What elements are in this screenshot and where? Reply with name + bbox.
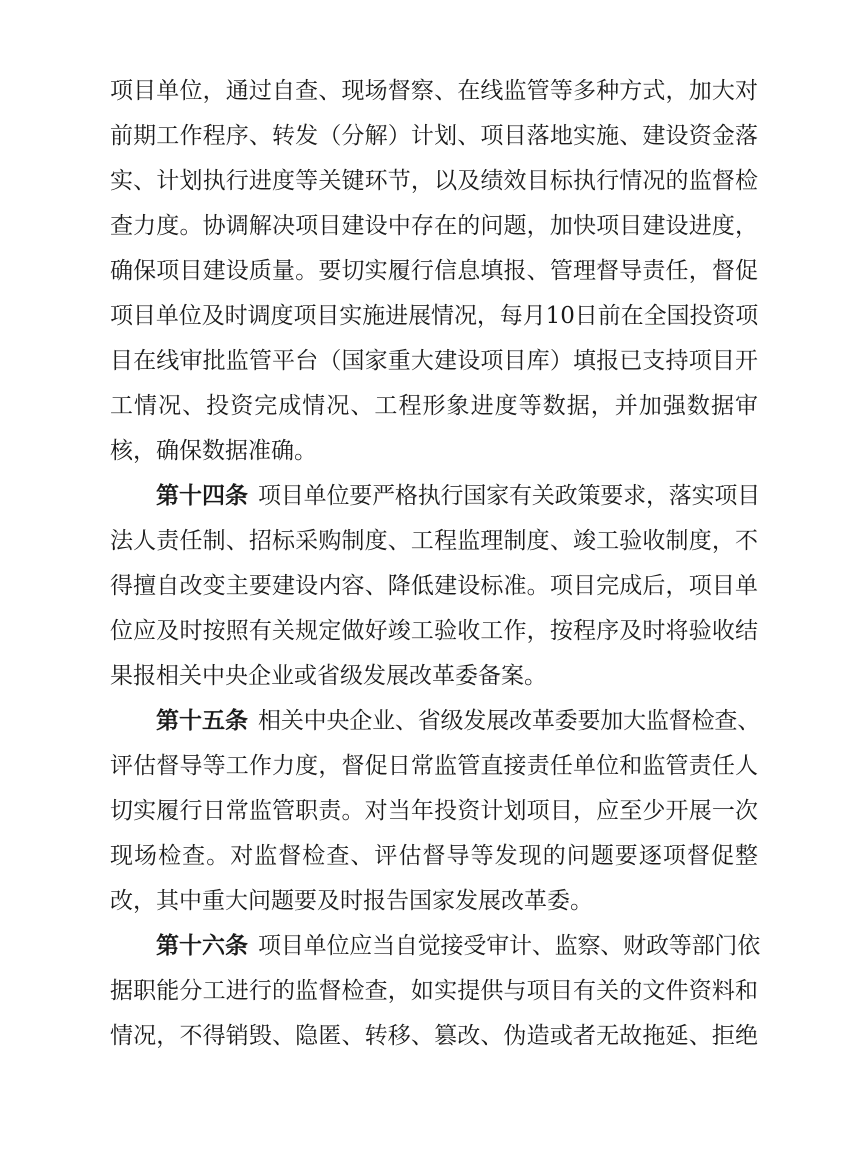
paragraph-line: 果报相关中央企业或省级发展改革委备案。 xyxy=(110,663,547,689)
paragraph-line: 核，确保数据准确。 xyxy=(110,438,317,464)
article-15-text: 相关中央企业、省级发展改革委要加大监督检查、 xyxy=(258,708,761,734)
paragraph-line: 项目单位及时调度项目实施进展情况，每月10日前在全国投资项 xyxy=(110,303,759,329)
article-16-label: 第十六条 xyxy=(156,932,248,959)
article-16-text: 项目单位应当自觉接受审计、监察、财政等部门依 xyxy=(258,933,761,959)
article-15-first-line xyxy=(156,702,761,740)
article-14-label: 第十四条 xyxy=(156,482,248,509)
paragraph-line: 法人责任制、招标采购制度、工程监理制度、竣工验收制度，不 xyxy=(110,528,758,554)
paragraph-line: 实、计划执行进度等关键环节，以及绩效目标执行情况的监督检 xyxy=(110,168,758,194)
paragraph-line: 查力度。协调解决项目建设中存在的问题，加快项目建设进度， xyxy=(110,213,758,239)
article-14-first-line xyxy=(156,477,761,515)
paragraph-line: 确保项目建设质量。要切实履行信息填报、管理督导责任，督促 xyxy=(110,258,758,284)
paragraph-line: 切实履行日常监管职责。对当年投资计划项目，应至少开展一次 xyxy=(110,798,758,824)
paragraph-line: 改，其中重大问题要及时报告国家发展改革委。 xyxy=(110,888,593,914)
article-15-label: 第十五条 xyxy=(156,707,248,734)
paragraph-line: 项目单位，通过自查、现场督察、在线监管等多种方式，加大对 xyxy=(110,78,758,104)
paragraph-line: 现场检查。对监督检查、评估督导等发现的问题要逐项督促整 xyxy=(110,843,758,869)
paragraph-line: 工情况、投资完成情况、工程形象进度等数据，并加强数据审 xyxy=(110,393,758,419)
paragraph-line: 目在线审批监管平台（国家重大建设项目库）填报已支持项目开 xyxy=(110,348,758,374)
article-16-first-line xyxy=(156,927,761,965)
article-14-text: 项目单位要严格执行国家有关政策要求，落实项目 xyxy=(258,483,761,509)
paragraph-line: 得擅自改变主要建设内容、降低建设标准。项目完成后，项目单 xyxy=(110,573,758,599)
paragraph-line: 据职能分工进行的监督检查，如实提供与项目有关的文件资料和 xyxy=(110,978,758,1004)
paragraph-line: 位应及时按照有关规定做好竣工验收工作，按程序及时将验收结 xyxy=(110,618,758,644)
paragraph-line: 评估督导等工作力度，督促日常监管直接责任单位和监管责任人 xyxy=(110,753,758,779)
paragraph-line: 前期工作程序、转发（分解）计划、项目落地实施、建设资金落 xyxy=(110,123,758,149)
paragraph-line: 情况，不得销毁、隐匿、转移、篡改、伪造或者无故拖延、拒绝 xyxy=(110,1023,758,1049)
